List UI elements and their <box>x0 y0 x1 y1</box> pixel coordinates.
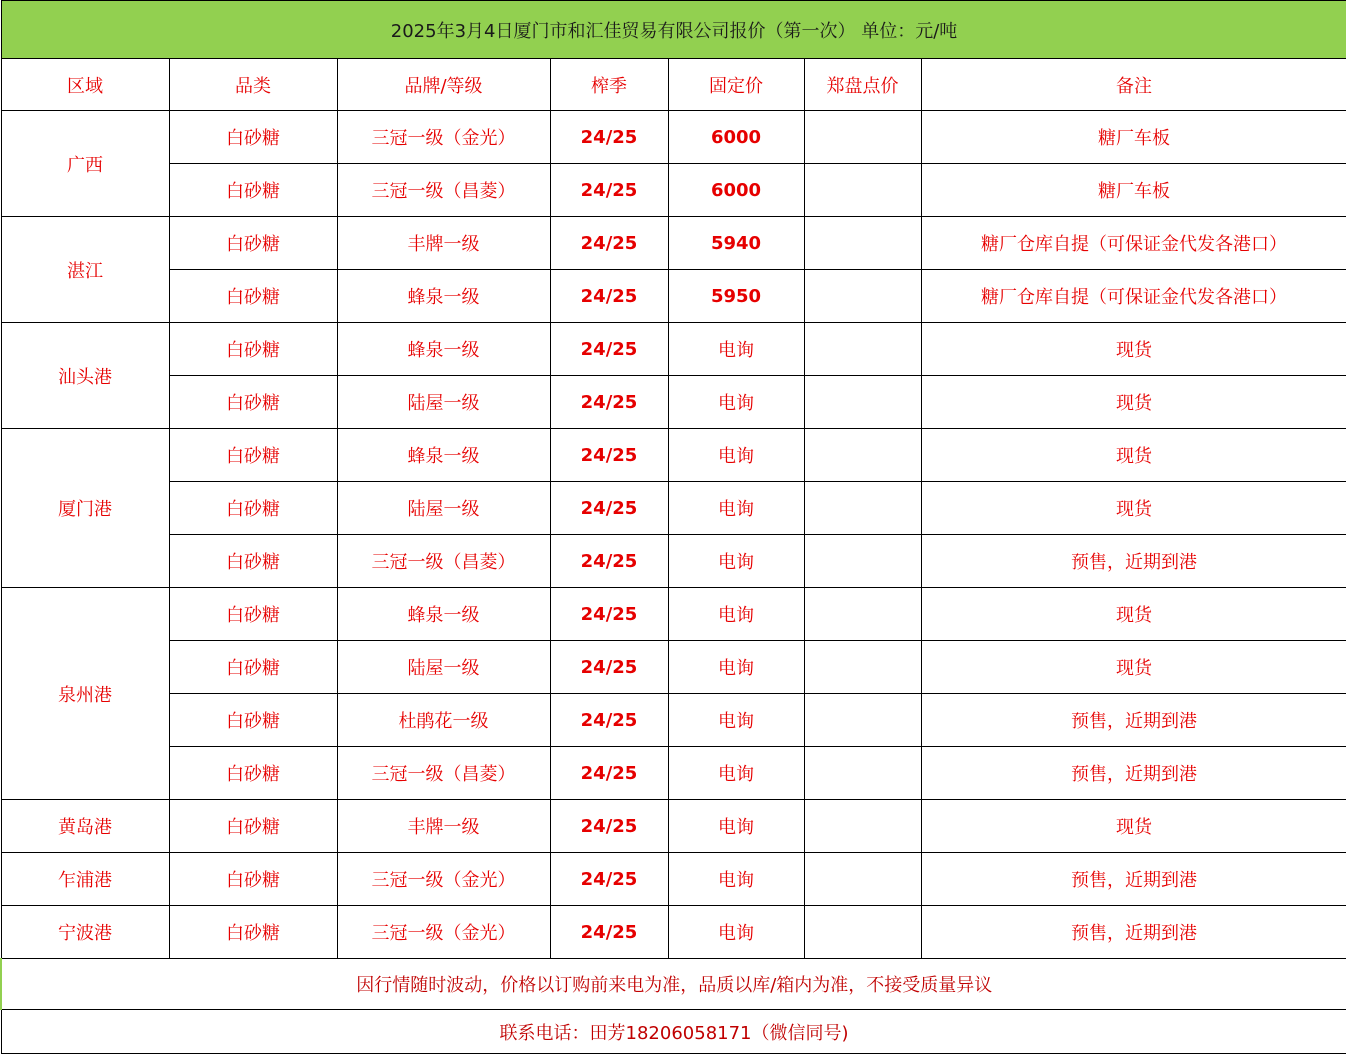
header-category: 品类 <box>169 59 337 111</box>
region-cell: 汕头港 <box>1 323 169 429</box>
table-row <box>1 800 1346 853</box>
notes-cell: 预售，近期到港 <box>921 853 1346 906</box>
region-cell: 黄岛港 <box>1 800 169 853</box>
brand-grade-cell: 蜂泉一级 <box>337 588 550 641</box>
table-row <box>1 906 1346 959</box>
category-cell: 白砂糖 <box>169 429 337 482</box>
season-cell: 24/25 <box>550 323 668 376</box>
category-cell: 白砂糖 <box>169 694 337 747</box>
zhengzhou-price-cell <box>804 217 921 270</box>
category-cell: 白砂糖 <box>169 270 337 323</box>
season-cell: 24/25 <box>550 906 668 959</box>
region-cell: 泉州港 <box>1 588 169 800</box>
header-brand-grade: 品牌/等级 <box>337 59 550 111</box>
fixed-price-cell: 电询 <box>668 376 804 429</box>
fixed-price-cell: 电询 <box>668 429 804 482</box>
brand-grade-cell: 三冠一级（昌菱） <box>337 747 550 800</box>
notes-cell: 现货 <box>921 588 1346 641</box>
fixed-price-cell: 电询 <box>668 853 804 906</box>
table-row <box>1 323 1346 376</box>
category-cell: 白砂糖 <box>169 641 337 694</box>
brand-grade-cell: 三冠一级（昌菱） <box>337 164 550 217</box>
zhengzhou-price-cell <box>804 853 921 906</box>
zhengzhou-price-cell <box>804 641 921 694</box>
brand-grade-cell: 陆屋一级 <box>337 376 550 429</box>
fixed-price-cell: 6000 <box>668 111 804 164</box>
notes-cell: 现货 <box>921 429 1346 482</box>
category-cell: 白砂糖 <box>169 747 337 800</box>
category-cell: 白砂糖 <box>169 323 337 376</box>
table-row <box>1 164 1346 217</box>
notes-cell: 预售，近期到港 <box>921 906 1346 959</box>
zhengzhou-price-cell <box>804 694 921 747</box>
notes-cell: 预售，近期到港 <box>921 694 1346 747</box>
header-fixed-price: 固定价 <box>668 59 804 111</box>
notes-cell: 预售，近期到港 <box>921 535 1346 588</box>
category-cell: 白砂糖 <box>169 906 337 959</box>
fixed-price-cell: 电询 <box>668 535 804 588</box>
header-notes: 备注 <box>921 59 1346 111</box>
zhengzhou-price-cell <box>804 111 921 164</box>
brand-grade-cell: 蜂泉一级 <box>337 429 550 482</box>
season-cell: 24/25 <box>550 641 668 694</box>
contact-row <box>1 1010 1346 1054</box>
fixed-price-cell: 6000 <box>668 164 804 217</box>
category-cell: 白砂糖 <box>169 111 337 164</box>
season-cell: 24/25 <box>550 800 668 853</box>
season-cell: 24/25 <box>550 111 668 164</box>
fixed-price-cell: 电询 <box>668 906 804 959</box>
category-cell: 白砂糖 <box>169 164 337 217</box>
notes-cell: 糖厂车板 <box>921 111 1346 164</box>
category-cell: 白砂糖 <box>169 800 337 853</box>
category-cell: 白砂糖 <box>169 535 337 588</box>
notes-cell: 糖厂仓库自提（可保证金代发各港口） <box>921 270 1346 323</box>
zhengzhou-price-cell <box>804 906 921 959</box>
table-row <box>1 270 1346 323</box>
zhengzhou-price-cell <box>804 747 921 800</box>
table-row <box>1 853 1346 906</box>
header-zhengzhou-price: 郑盘点价 <box>804 59 921 111</box>
zhengzhou-price-cell <box>804 482 921 535</box>
season-cell: 24/25 <box>550 853 668 906</box>
notes-cell: 现货 <box>921 376 1346 429</box>
table-row <box>1 376 1346 429</box>
notes-cell: 现货 <box>921 641 1346 694</box>
table-row <box>1 641 1346 694</box>
brand-grade-cell: 三冠一级（金光） <box>337 853 550 906</box>
notes-cell: 现货 <box>921 800 1346 853</box>
notes-cell: 预售，近期到港 <box>921 747 1346 800</box>
fixed-price-cell: 电询 <box>668 641 804 694</box>
region-cell: 乍浦港 <box>1 853 169 906</box>
table-row <box>1 747 1346 800</box>
table-row <box>1 694 1346 747</box>
zhengzhou-price-cell <box>804 800 921 853</box>
season-cell: 24/25 <box>550 588 668 641</box>
contact-text: 联系电话：田芳18206058171（微信同号) <box>1 1010 1346 1054</box>
notes-cell: 现货 <box>921 323 1346 376</box>
zhengzhou-price-cell <box>804 588 921 641</box>
season-cell: 24/25 <box>550 217 668 270</box>
season-cell: 24/25 <box>550 270 668 323</box>
sheet-title: 2025年3月4日厦门市和汇佳贸易有限公司报价（第一次） 单位：元/吨 <box>1 1 1346 59</box>
notes-cell: 现货 <box>921 482 1346 535</box>
brand-grade-cell: 三冠一级（金光） <box>337 111 550 164</box>
fixed-price-cell: 电询 <box>668 588 804 641</box>
table-row <box>1 588 1346 641</box>
brand-grade-cell: 蜂泉一级 <box>337 323 550 376</box>
disclaimer-row <box>1 959 1346 1010</box>
category-cell: 白砂糖 <box>169 482 337 535</box>
brand-grade-cell: 陆屋一级 <box>337 641 550 694</box>
brand-grade-cell: 杜鹃花一级 <box>337 694 550 747</box>
season-cell: 24/25 <box>550 482 668 535</box>
header-region: 区域 <box>1 59 169 111</box>
zhengzhou-price-cell <box>804 323 921 376</box>
season-cell: 24/25 <box>550 747 668 800</box>
fixed-price-cell: 电询 <box>668 323 804 376</box>
fixed-price-cell: 5940 <box>668 217 804 270</box>
region-cell: 厦门港 <box>1 429 169 588</box>
notes-cell: 糖厂仓库自提（可保证金代发各港口） <box>921 217 1346 270</box>
table-row <box>1 482 1346 535</box>
header-row <box>1 59 1346 111</box>
category-cell: 白砂糖 <box>169 853 337 906</box>
season-cell: 24/25 <box>550 164 668 217</box>
region-cell: 广西 <box>1 111 169 217</box>
brand-grade-cell: 蜂泉一级 <box>337 270 550 323</box>
disclaimer-text: 因行情随时波动，价格以订购前来电为准，品质以库/箱内为准，不接受质量异议 <box>1 959 1346 1010</box>
region-cell: 宁波港 <box>1 906 169 959</box>
fixed-price-cell: 5950 <box>668 270 804 323</box>
season-cell: 24/25 <box>550 694 668 747</box>
season-cell: 24/25 <box>550 376 668 429</box>
season-cell: 24/25 <box>550 429 668 482</box>
brand-grade-cell: 三冠一级（金光） <box>337 906 550 959</box>
category-cell: 白砂糖 <box>169 588 337 641</box>
notes-cell: 糖厂车板 <box>921 164 1346 217</box>
brand-grade-cell: 丰牌一级 <box>337 217 550 270</box>
season-cell: 24/25 <box>550 535 668 588</box>
zhengzhou-price-cell <box>804 164 921 217</box>
zhengzhou-price-cell <box>804 535 921 588</box>
fixed-price-cell: 电询 <box>668 800 804 853</box>
category-cell: 白砂糖 <box>169 376 337 429</box>
zhengzhou-price-cell <box>804 429 921 482</box>
brand-grade-cell: 三冠一级（昌菱） <box>337 535 550 588</box>
fixed-price-cell: 电询 <box>668 482 804 535</box>
table-row <box>1 111 1346 164</box>
category-cell: 白砂糖 <box>169 217 337 270</box>
region-cell: 湛江 <box>1 217 169 323</box>
table-row <box>1 429 1346 482</box>
header-season: 榨季 <box>550 59 668 111</box>
brand-grade-cell: 陆屋一级 <box>337 482 550 535</box>
brand-grade-cell: 丰牌一级 <box>337 800 550 853</box>
fixed-price-cell: 电询 <box>668 694 804 747</box>
zhengzhou-price-cell <box>804 270 921 323</box>
fixed-price-cell: 电询 <box>668 747 804 800</box>
table-row <box>1 217 1346 270</box>
zhengzhou-price-cell <box>804 376 921 429</box>
table-row <box>1 535 1346 588</box>
